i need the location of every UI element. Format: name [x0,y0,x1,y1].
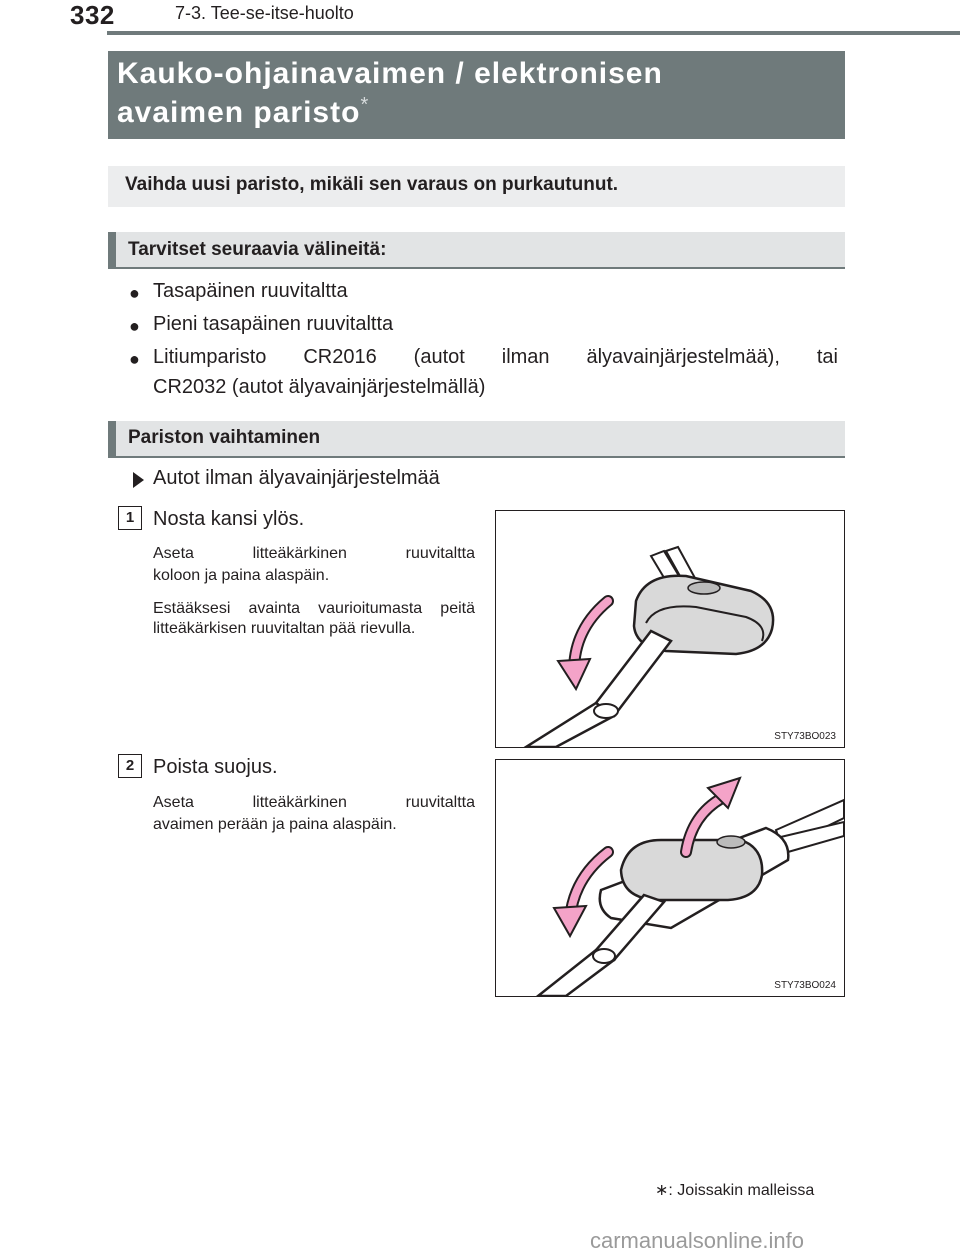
page-title-line2-text: avaimen paristo [117,96,361,129]
step-1-text-line1 [153,545,475,563]
step-2-text-line1 [153,794,475,812]
word: tai [816,346,838,368]
tool-item-3-line2: CR2032 (autot älyavainjärjestelmällä) [153,376,486,398]
step-2-text-line2: avaimen perään ja paina alaspäin. [153,816,397,833]
word: Aseta [153,794,194,811]
intro-text: Vaihda uusi paristo, mikäli sen varaus on purkautunut. [125,174,619,195]
word: CR2016 [303,346,377,368]
word: litteäkärkinen [252,794,347,811]
triangle-icon [133,472,144,488]
word: litteäkärkinen [252,545,347,562]
tool-item-2: Pieni tasapäinen ruuvitaltta [153,313,394,335]
vehicle-type-heading: Autot ilman älyavainjärjestelmää [153,467,440,489]
illustration-code: STY73BO024 [774,980,836,991]
illustration-code: STY73BO023 [774,731,836,742]
word: Aseta [153,545,194,562]
cover-removal-illustration [496,760,844,996]
tool-item-1: Tasapäinen ruuvitaltta [153,280,348,302]
illustration-step-2 [495,759,845,997]
word: ruuvitaltta [405,794,475,811]
bullet-icon: ● [129,316,140,336]
illustration-step-1 [495,510,845,748]
step-number-2: 2 [118,754,142,778]
step-1-text-line2: koloon ja paina alaspäin. [153,567,330,584]
page-title-line1: Kauko-ohjainavaimen / elektronisen [117,57,663,90]
header-rule [107,31,960,35]
title-asterisk: * [360,94,370,116]
step-1-text-2: Estääksesi avainta vaurioitumasta peitä litteäkärkisen ruuvitaltan pää rievulla. [153,600,475,637]
tools-heading: Tarvitset seuraavia välineitä: [128,239,387,260]
watermark: carmanualsonline.info [590,1228,805,1253]
tool-item-3-line1 [153,346,838,369]
bullet-icon: ● [129,283,140,303]
step-number-1: 1 [118,506,142,530]
step-2-title: Poista suojus. [153,756,278,778]
footnote: ∗: Joissakin malleissa [655,1182,815,1199]
word: Litiumparisto [153,346,267,368]
replace-heading-bar [108,421,116,458]
page-number: 332 [70,0,115,30]
bullet-icon: ● [129,349,140,369]
word: älyavainjärjestelmää), [586,346,780,368]
section-label: 7-3. Tee-se-itse-huolto [175,3,354,23]
page-title-line2 [117,94,369,130]
word: ruuvitaltta [405,545,475,562]
tools-heading-bar [108,232,116,269]
key-open-illustration [496,511,844,747]
word: ilman [501,346,550,368]
word: (autot [413,346,465,368]
step-1-title: Nosta kansi ylös. [153,508,305,530]
replace-heading: Pariston vaihtaminen [128,427,321,448]
